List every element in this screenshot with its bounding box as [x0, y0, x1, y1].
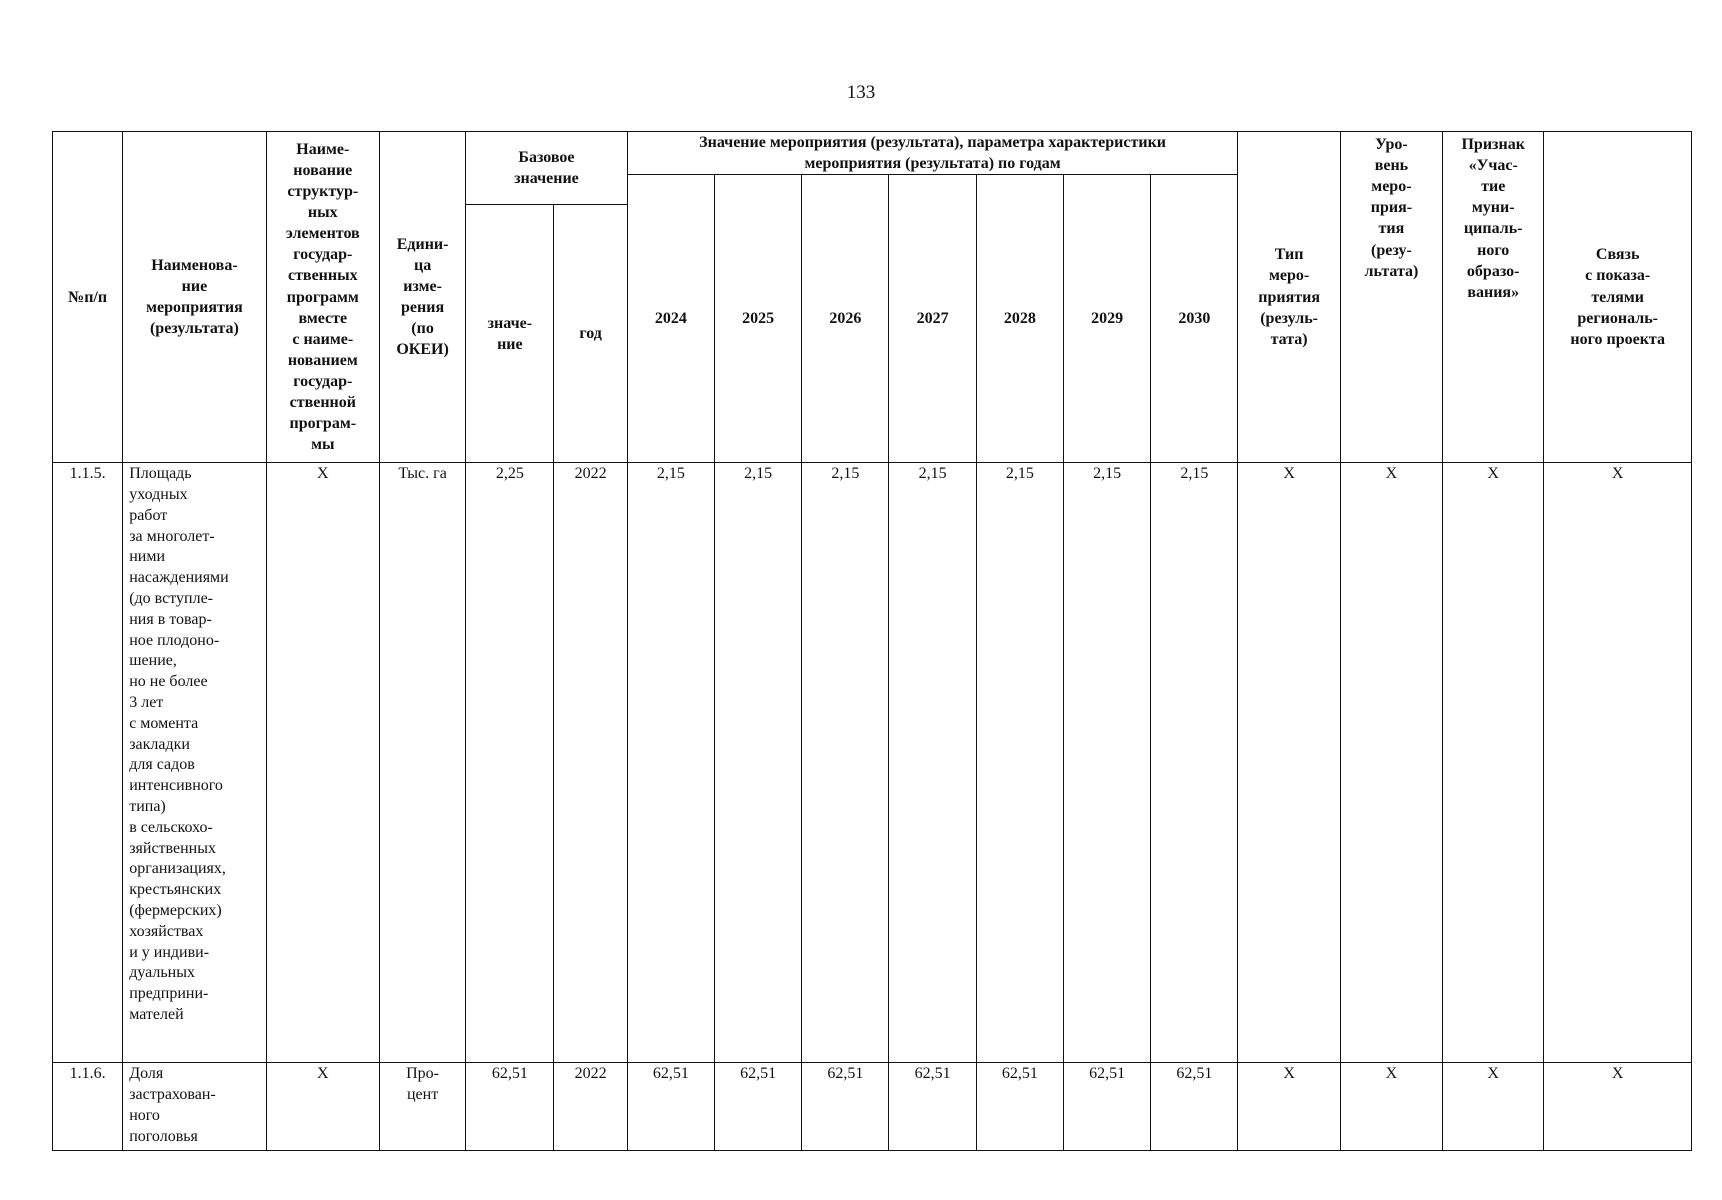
row-name: Доля застрахован- ного поголовья [123, 1063, 266, 1151]
header-structural-text: Наиме- нование структур- ных элементов государ- ственных программ вместе с наиме- нованием государ- ственной програм- мы [285, 140, 360, 454]
row-value-2026: 62,51 [802, 1063, 889, 1151]
row-value-2027: 2,15 [889, 463, 976, 1063]
row-base-year: 2022 [554, 463, 627, 1063]
header-years-group [627, 132, 1238, 175]
header-type-text: Тип меро- приятия (резуль- тата) [1258, 246, 1320, 348]
header-base-value [466, 205, 554, 463]
header-link [1544, 132, 1692, 463]
header-base-text: Базовое значение [514, 149, 579, 188]
row-value-2028: 62,51 [976, 1063, 1063, 1151]
header-type [1238, 132, 1340, 463]
header-name-text: Наименова- ние мероприятия (результата) [146, 256, 243, 338]
header-base-value-text: значе- ние [487, 314, 533, 353]
row-base-year: 2022 [554, 1063, 627, 1151]
row-base-value: 62,51 [466, 1063, 554, 1151]
row-structural: Х [266, 463, 379, 1063]
row-value-2024: 62,51 [627, 1063, 714, 1151]
measures-table [52, 131, 1692, 1151]
row-name: Площадь уходных работ за многолет- ними насаждениями (до вступле- ния в товар- ное плодоно- шение, но не более 3 лет с момента закладки для садов интенсивного типа) в сельскохо- зяйственных организациях, крестьянских (фермерских) хозяйствах и у индиви- дуальных предприни- мателей [123, 463, 266, 1063]
row-value-2025: 2,15 [714, 463, 801, 1063]
row-link: Х [1544, 1063, 1692, 1151]
row-num: 1.1.5. [53, 463, 123, 1063]
table-row [53, 463, 1692, 1063]
row-municipal: Х [1443, 1063, 1544, 1151]
header-num [53, 132, 123, 463]
row-value-2028: 2,15 [976, 463, 1063, 1063]
header-link-text: Связь с показа- телями региональ- ного проекта [1570, 246, 1665, 348]
header-unit-text: Едини- ца изме- рения (по ОКЕИ) [396, 235, 449, 359]
row-type: Х [1238, 1063, 1340, 1151]
header-structural-elements [266, 132, 379, 463]
row-structural: Х [266, 1063, 379, 1151]
row-level: Х [1340, 1063, 1442, 1151]
row-value-2026: 2,15 [802, 463, 889, 1063]
row-link: Х [1544, 463, 1692, 1063]
row-value-2030: 2,15 [1151, 463, 1238, 1063]
row-value-2030: 62,51 [1151, 1063, 1238, 1151]
page-number: 133 [846, 82, 876, 103]
header-year-2026: 2026 [802, 175, 889, 463]
row-num: 1.1.6. [53, 1063, 123, 1151]
row-unit: Тыс. га [379, 463, 465, 1063]
header-base-value-group [466, 132, 628, 205]
row-municipal: Х [1443, 463, 1544, 1063]
row-type: Х [1238, 463, 1340, 1063]
row-value-2025: 62,51 [714, 1063, 801, 1151]
header-years-group-text: Значение мероприятия (результата), параметра характеристики мероприятия (результата) по годам [699, 134, 1167, 173]
header-level [1340, 132, 1442, 463]
row-unit: Про- цент [379, 1063, 465, 1151]
header-base-year: год [554, 205, 627, 463]
header-year-2027: 2027 [889, 175, 976, 463]
header-year-2025: 2025 [714, 175, 801, 463]
header-unit [379, 132, 465, 463]
header-level-text: Уро- вень меро- прия- тия (резу- льтата) [1364, 136, 1419, 280]
row-base-value: 2,25 [466, 463, 554, 1063]
table-row [53, 1063, 1692, 1151]
header-year-2029: 2029 [1063, 175, 1150, 463]
row-value-2029: 2,15 [1063, 463, 1150, 1063]
row-value-2024: 2,15 [627, 463, 714, 1063]
header-year-2028: 2028 [976, 175, 1063, 463]
header-municipal [1443, 132, 1544, 463]
row-value-2027: 62,51 [889, 1063, 976, 1151]
row-value-2029: 62,51 [1063, 1063, 1150, 1151]
header-year-2024: 2024 [627, 175, 714, 463]
header-num-text: №п/п [68, 288, 108, 306]
header-name [123, 132, 266, 463]
header-municipal-text: Признак «Учас- тие муни- ципаль- ного образо- вания» [1461, 136, 1525, 301]
row-level: Х [1340, 463, 1442, 1063]
header-year-2030: 2030 [1151, 175, 1238, 463]
